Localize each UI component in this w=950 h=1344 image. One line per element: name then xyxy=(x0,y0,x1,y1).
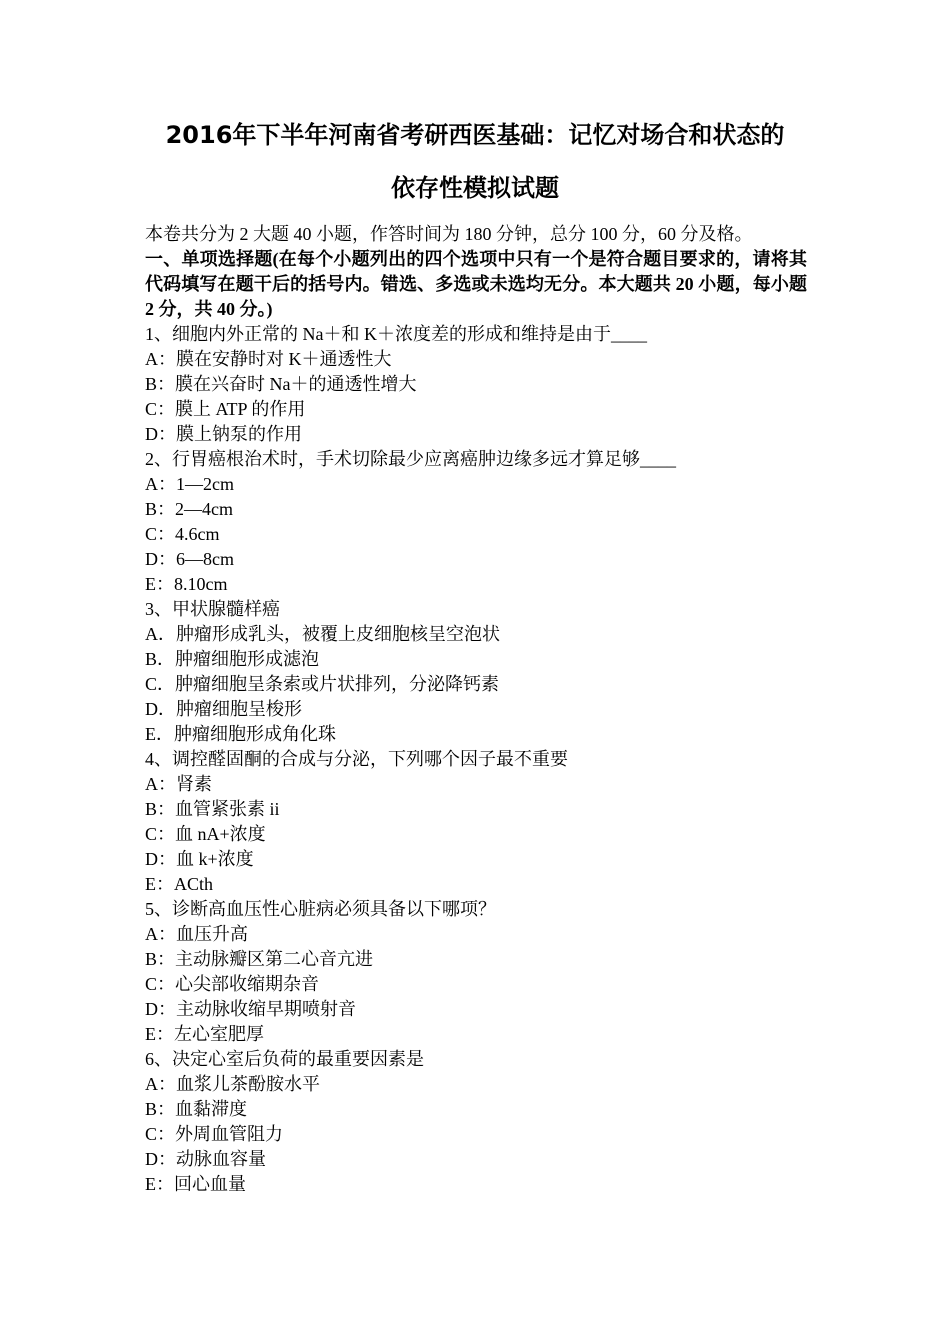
document-title-line-1: 2016年下半年河南省考研西医基础：记忆对场合和状态的 xyxy=(165,121,785,149)
question-line: B：血管紧张素 ii xyxy=(145,799,280,819)
question-line: C：血 nA+浓度 xyxy=(145,824,266,844)
question-line: A：膜在安静时对 K＋通透性大 xyxy=(145,349,392,369)
exam-intro: 本卷共分为 2 大题 40 小题，作答时间为 180 分钟，总分 100 分，60 分及格。 xyxy=(145,224,753,244)
question-line: A：血压升高 xyxy=(145,924,248,944)
question-line: D：动脉血容量 xyxy=(145,1149,266,1169)
question-line: E：8.10cm xyxy=(145,574,228,594)
question-line: D．肿瘤细胞呈梭形 xyxy=(145,699,302,719)
document-title-line-2: 依存性模拟试题 xyxy=(391,174,559,202)
question-line: E：左心室肥厚 xyxy=(145,1024,264,1044)
question-line: C：心尖部收缩期杂音 xyxy=(145,974,320,994)
question-line: E：ACth xyxy=(145,874,214,894)
question-line: B：主动脉瓣区第二心音亢进 xyxy=(145,949,374,969)
question-line: C：4.6cm xyxy=(145,524,220,544)
question-line: 2、行胃癌根治术时，手术切除最少应离癌肿边缘多远才算足够____ xyxy=(145,449,676,469)
question-line: A：1—2cm xyxy=(145,474,234,494)
question-line: 5、诊断高血压性心脏病必须具备以下哪项？ xyxy=(145,899,496,919)
question-line: B：2—4cm xyxy=(145,499,233,519)
question-line: 4、调控醛固酮的合成与分泌，下列哪个因子最不重要 xyxy=(145,749,568,769)
document-body xyxy=(145,222,807,1197)
question-line: D：6—8cm xyxy=(145,549,234,569)
question-line: B．肿瘤细胞形成滤泡 xyxy=(145,649,320,669)
question-line: E．肿瘤细胞形成角化珠 xyxy=(145,724,336,744)
question-line: A．肿瘤形成乳头，被覆上皮细胞核呈空泡状 xyxy=(145,624,500,644)
section-heading: 一、单项选择题(在每个小题列出的四个选项中只有一个是符合题目要求的，请将其代码填写在题干后的括号内。错选、多选或未选均无分。本大题共 20 小题，每小题 2 分，共 40 分。) xyxy=(145,249,807,319)
question-line: C．肿瘤细胞呈条索或片状排列，分泌降钙素 xyxy=(145,674,500,694)
question-line: C：外周血管阻力 xyxy=(145,1124,284,1144)
question-line: D：血 k+浓度 xyxy=(145,849,254,869)
question-line: D：主动脉收缩早期喷射音 xyxy=(145,999,356,1019)
question-line: A：肾素 xyxy=(145,774,212,794)
question-line: 6、决定心室后负荷的最重要因素是 xyxy=(145,1049,424,1069)
question-line: B：膜在兴奋时 Na＋的通透性增大 xyxy=(145,374,417,394)
question-line: 3、甲状腺髓样癌 xyxy=(145,599,280,619)
question-line: E：回心血量 xyxy=(145,1174,246,1194)
question-line: C：膜上 ATP 的作用 xyxy=(145,399,306,419)
question-line: D：膜上钠泵的作用 xyxy=(145,424,302,444)
question-line: B：血黏滞度 xyxy=(145,1099,248,1119)
question-list xyxy=(145,322,807,1197)
question-line: 1、细胞内外正常的 Na＋和 K＋浓度差的形成和维持是由于____ xyxy=(145,324,647,344)
question-line: A：血浆儿茶酚胺水平 xyxy=(145,1074,320,1094)
